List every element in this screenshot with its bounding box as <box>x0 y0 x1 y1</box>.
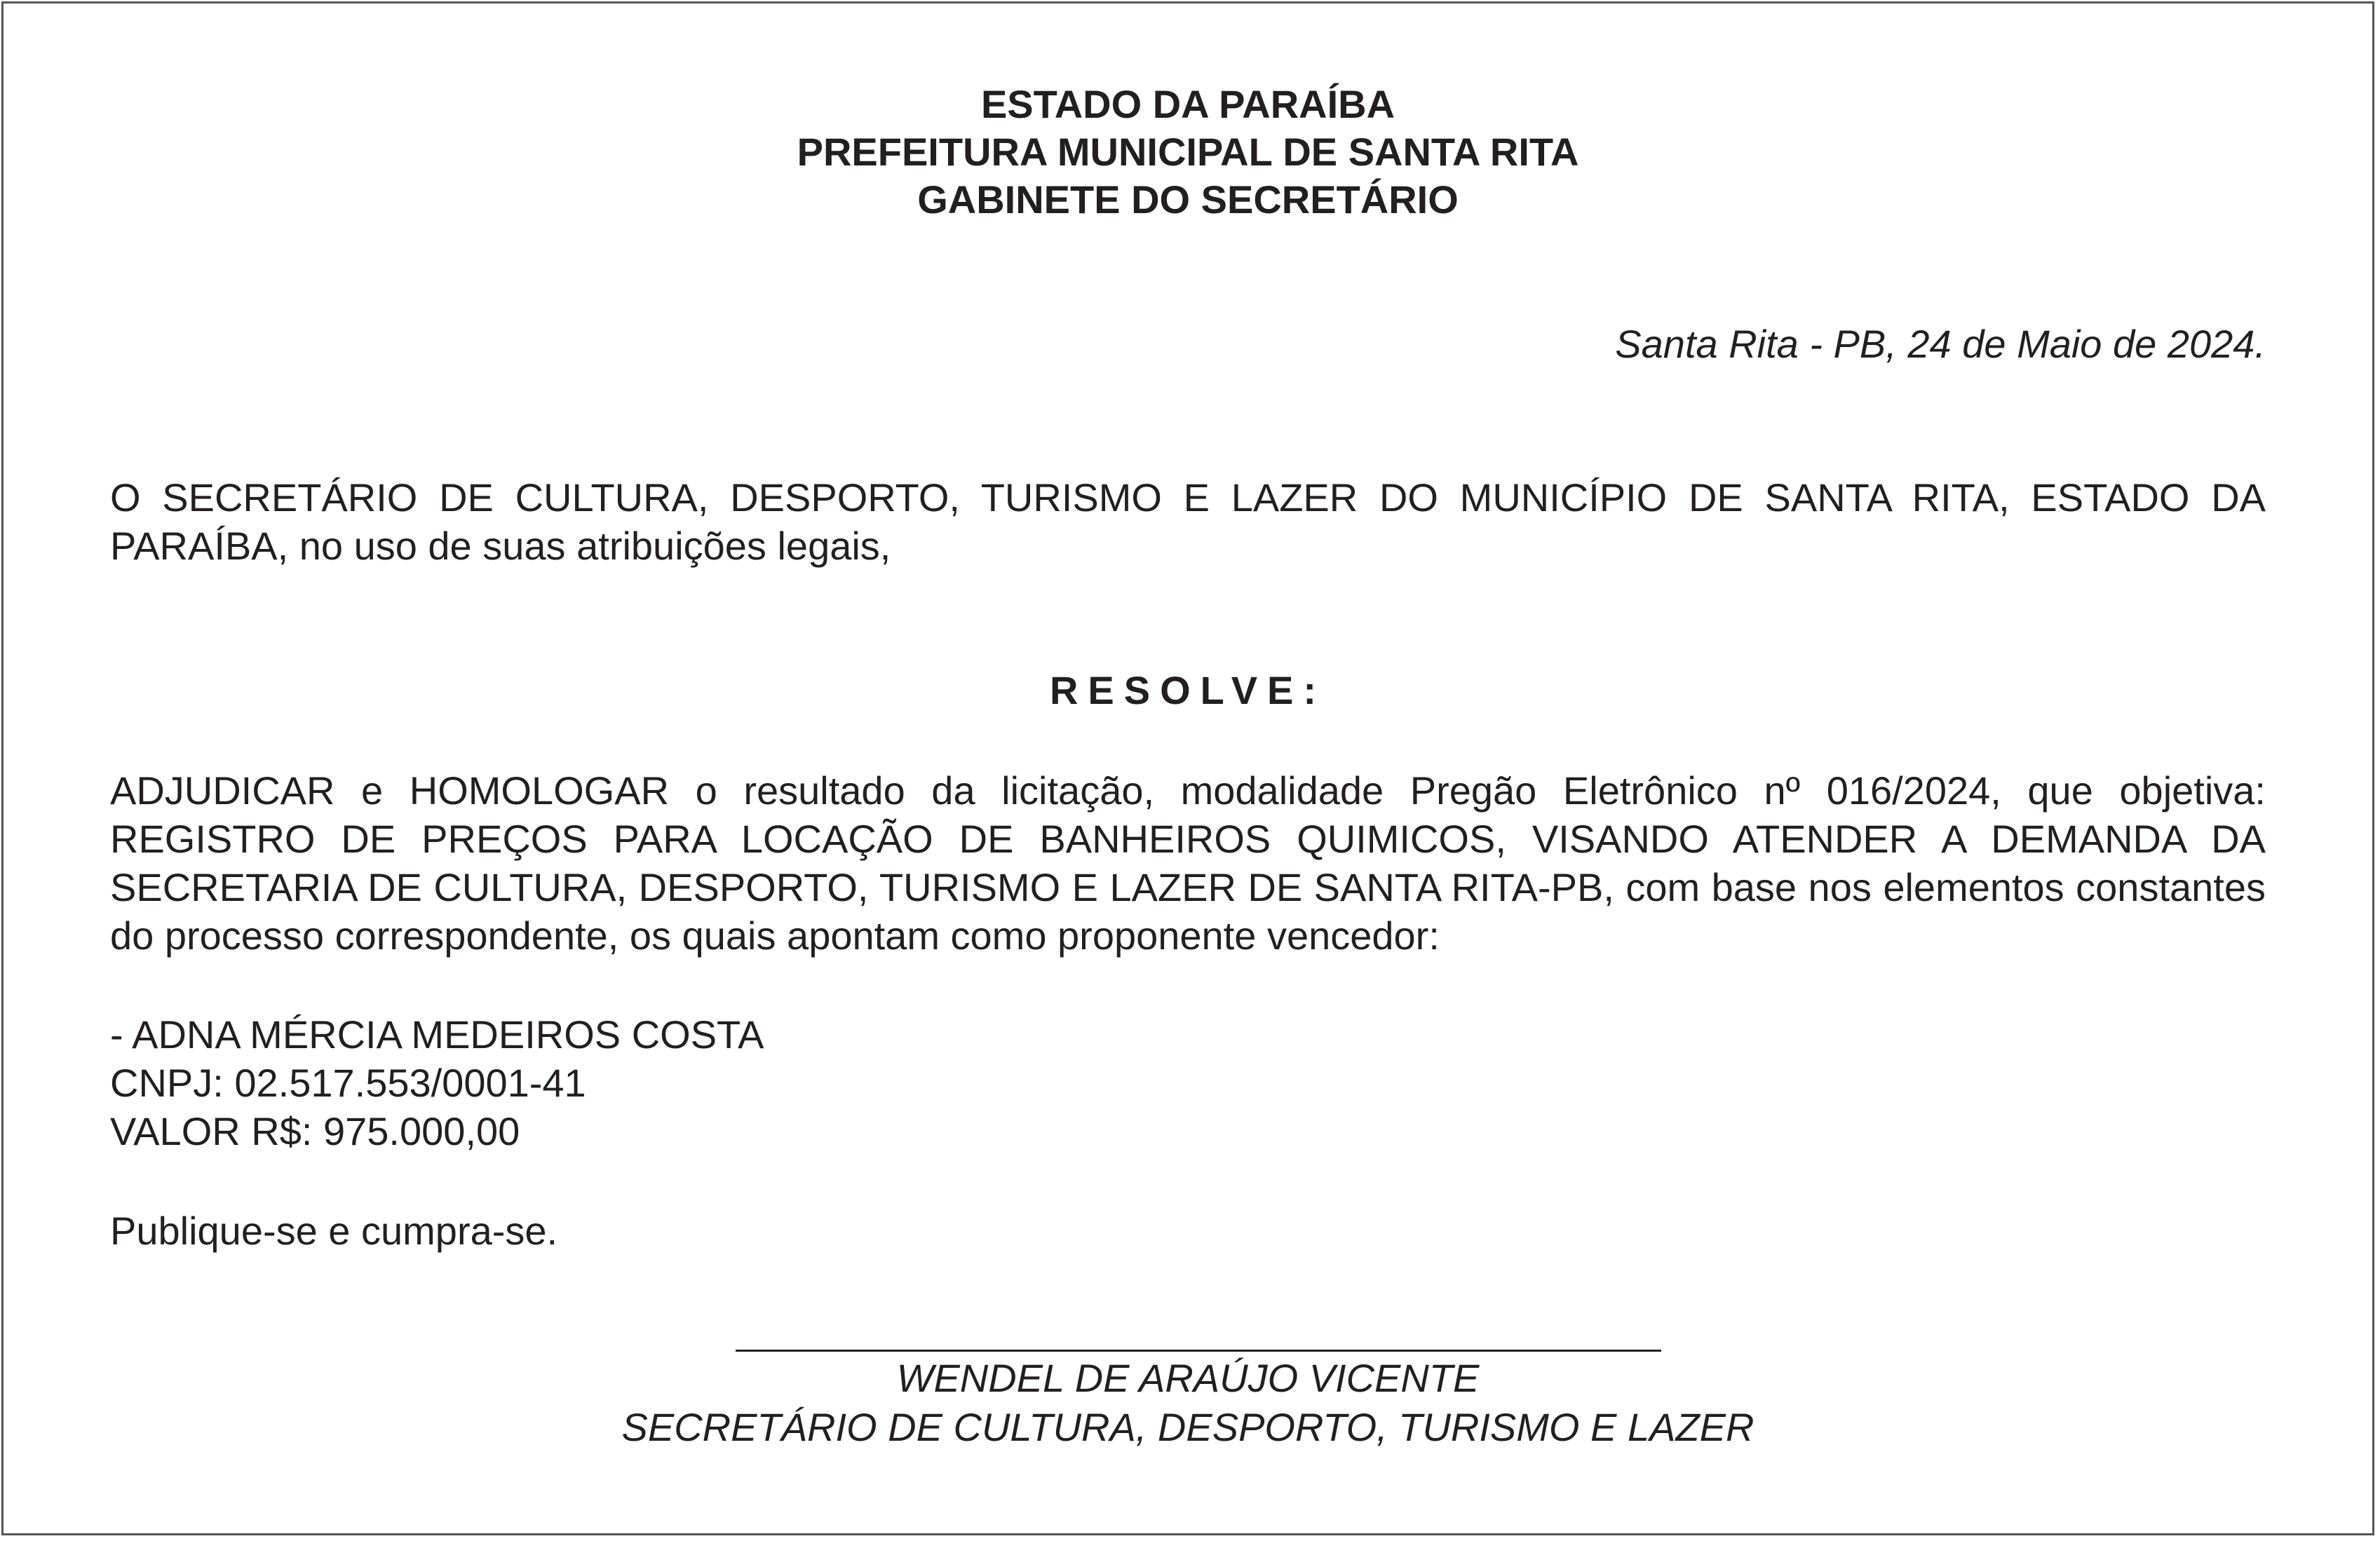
winner-cnpj: CNPJ: 02.517.553/0001-41 <box>110 1061 586 1105</box>
winner-name: - ADNA MÉRCIA MEDEIROS COSTA <box>110 1012 764 1057</box>
signature-block <box>4 1354 2372 1452</box>
signature-line <box>736 1350 1661 1352</box>
signatory-title: SECRETÁRIO DE CULTURA, DESPORTO, TURISMO E LAZER <box>621 1405 1754 1449</box>
decision-paragraph: ADJUDICAR e HOMOLOGAR o resultado da licitação, modalidade Pregão Eletrônico nº 016/2024, que objetiva: REGISTRO DE PREÇOS PARA LOCAÇÃO DE BANHEIROS QUIMICOS, VISANDO ATENDER A DEMANDA DA SECRETARIA DE CULTURA, DESPORTO, TURISMO E LAZER DE SANTA RITA-PB, com base nos elementos constantes do processo correspondente, os quais apontam como proponente vencedor: <box>110 768 2266 958</box>
winner-block <box>110 1010 764 1155</box>
document-header <box>4 81 2372 224</box>
intro-paragraph: O SECRETÁRIO DE CULTURA, DESPORTO, TURISMO E LAZER DO MUNICÍPIO DE SANTA RITA, ESTADO DA PARAÍBA, no uso de suas atribuições legais, <box>110 475 2266 568</box>
signatory-name: WENDEL DE ARAÚJO VICENTE <box>896 1356 1480 1400</box>
closing-text: Publique-se e cumpra-se. <box>110 1209 558 1253</box>
header-prefecture: PREFEITURA MUNICIPAL DE SANTA RITA <box>797 130 1579 174</box>
document-page <box>1 1 2374 1535</box>
header-state: ESTADO DA PARAÍBA <box>980 82 1395 126</box>
winner-value: VALOR R$: 975.000,00 <box>110 1109 520 1153</box>
document-date: Santa Rita - PB, 24 de Maio de 2024. <box>1615 322 2266 366</box>
header-office: GABINETE DO SECRETÁRIO <box>917 177 1459 222</box>
resolve-heading: RESOLVE: <box>1049 668 1327 712</box>
